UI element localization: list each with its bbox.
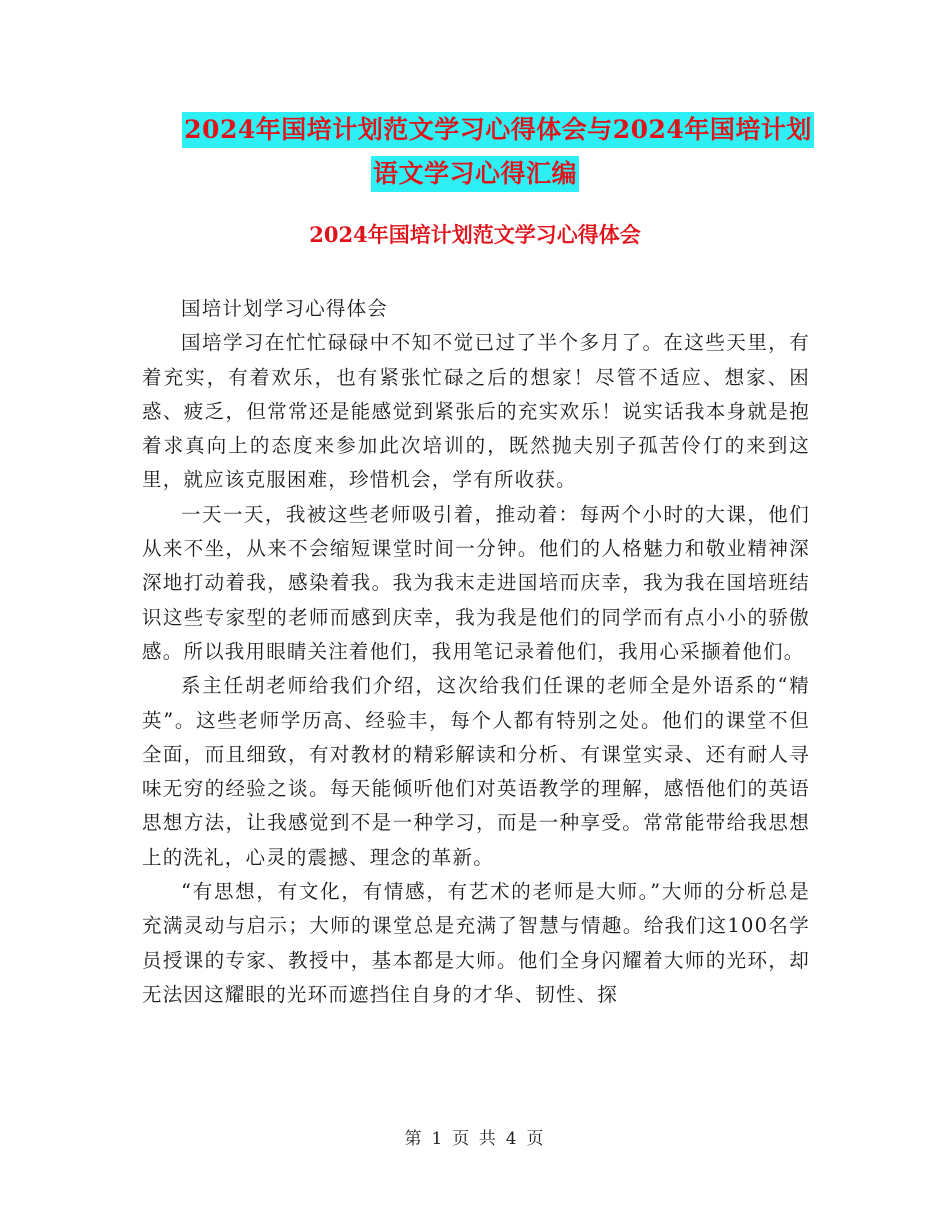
paragraph: 系主任胡老师给我们介绍，这次给我们任课的老师全是外语系的“精英”。这些老师学历高、经验丰，每个人都有特别之处。他们的课堂不但全面，而且细致，有对教材的精彩解读和分析、有课堂实录、还有耐人寻味无穷的经验之谈。每天能倾听他们对英语教学的理解，感悟他们的英语思想方法，让我感觉到不是一种学习，而是一种享受。常常能带给我思想上的洗礼，心灵的震撼、理念的革新。 bbox=[142, 674, 810, 869]
paragraph: 一天一天，我被这些老师吸引着，推动着：每两个小时的大课，他们从来不坐，从来不会缩短课堂时间一分钟。他们的人格魅力和敬业精神深深地打动着我，感染着我。我为我末走进国培而庆幸，我为我在国培班结识这些专家型的老师而感到庆幸，我为我是他们的同学而有点小小的骄傲感。所以我用眼睛关注着他们，我用笔记录着他们，我用心采撷着他们。 bbox=[142, 502, 810, 663]
section-heading: 2024年国培计划范文学习心得体会 bbox=[309, 222, 641, 247]
page-footer bbox=[0, 1124, 950, 1149]
footer-middle: 页 共 bbox=[452, 1129, 498, 1149]
document-body bbox=[142, 292, 810, 1012]
paragraph: “有思想，有文化，有情感，有艺术的老师是大师。”大师的分析总是充满灵动与启示；大师的课堂总是充满了智慧与情趣。给我们这100名学员授课的专家、教授中，基本都是大师。他们全身闪耀着大师的光环，却无法因这耀眼的光环而遮挡住自身的才华、韧性、探 bbox=[142, 880, 810, 1006]
title-line-2: 语文学习心得汇编 bbox=[371, 156, 579, 192]
paragraph: 国培学习在忙忙碌碌中不知不觉已过了半个多月了。在这些天里，有着充实，有着欢乐，也有紧张忙碌之后的想家！尽管不适应、想家、困惑、疲乏，但常常还是能感觉到紧张后的充实欢乐！说实话我本身就是抱着求真向上的态度来参加此次培训的，既然抛夫别子孤苦伶仃的来到这里，就应该克服困难，珍惜机会，学有所收获。 bbox=[142, 331, 810, 492]
page-number: 1 bbox=[431, 1129, 445, 1149]
document-title bbox=[0, 112, 950, 200]
paragraph-heading: 国培计划学习心得体会 bbox=[181, 297, 389, 320]
footer-prefix: 第 bbox=[404, 1129, 424, 1149]
title-line-1: 2024年国培计划范文学习心得体会与2024年国培计划 bbox=[182, 112, 814, 148]
total-pages: 4 bbox=[505, 1129, 519, 1149]
footer-suffix: 页 bbox=[526, 1129, 546, 1149]
